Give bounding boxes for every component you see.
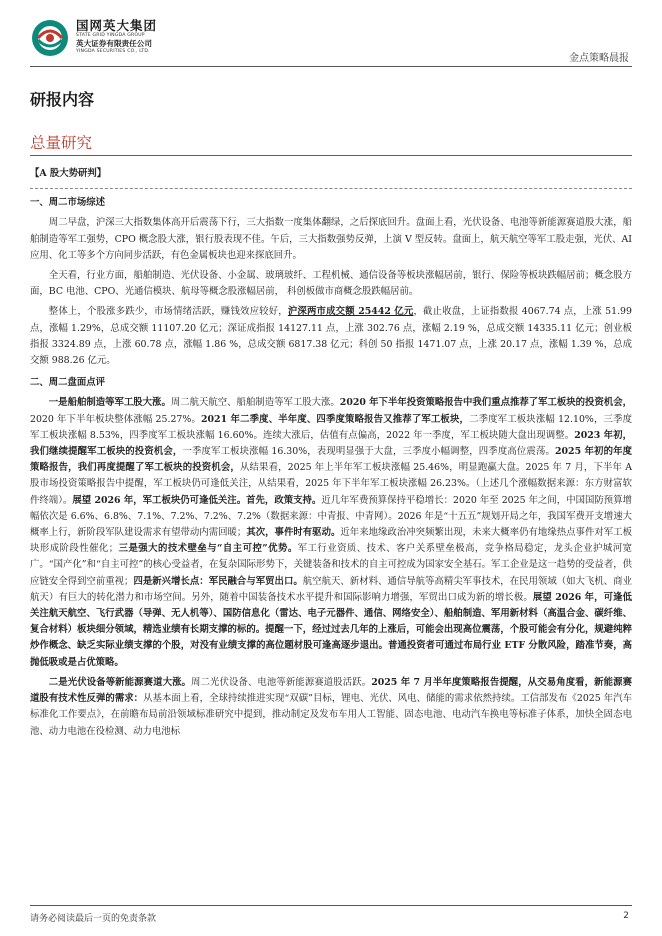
closing-text-a: 整体上，个股涨多跌少，市场情绪活跃，赚钱效应较好， <box>48 306 288 318</box>
emphasis-text: 展望 2026 年，可逢低关注航天航空、飞行武器（导弹、无人机等）、国防信息化（雷达、电子元器件、通信、网络安全）、船舶制造、军用新材料（高温合金、碳纤维、复合材料）板块细分领域，精选业绩有长期支撑的标的。提醒一下，经过过去几年的上涨后，可能会出现高位震荡，个股可能会有分化，规避纯粹炒作概念、缺乏实际业绩支撑的个股，对没有业绩支撑的高位题材股可逢高逐步退出。普通投资者可通过布局行业 ETF 分散风险，踏准节奏，高抛低吸或是占优策略。 <box>30 591 632 668</box>
paragraph-sector-summary: 全天看，行业方面，船舶制造、光伏设备、小金属、玻璃玻纤、工程机械、通信设备等板块涨幅居前，银行、保险等板块跌幅居前；概念股方面，BC 电池、CPO、光通信模块、航母等概念股涨幅居前， 科创板做市商概念股跌幅居前。 <box>30 270 632 298</box>
report-body <box>30 162 632 740</box>
logo-group-name-en: STATE GRID YINGDA GROUP <box>76 33 145 38</box>
body-text: 从结果看，2025 年上半年军工板块涨幅 25.46%，明显跑赢大盘。2025 年 7 月，下半年 A 股市场投资策略报告中提醒，军工板块仍可逢低关注，从结果看，2025 年下半年军工板块涨幅 26.23%。（上述几个涨幅数据来源：东方财富软件终端）。 <box>30 462 632 506</box>
emphasis-text: 2025 年 7 月半年度策略报告提醒，从交易角度看，新能源赛道股有技术性反弹的需求： <box>30 676 632 705</box>
company-logo <box>30 18 230 62</box>
logo-group-name: 国网英大集团 <box>76 18 158 33</box>
emphasis-text: 展望 2026 年，军工板块仍可逢低关注。首先，政策支持。 <box>72 494 322 506</box>
emphasis-text: 二是光伏设备等新能源赛道大涨。 <box>48 676 192 688</box>
emphasis-text: 2023 年初，我们继续提醒军工板块的投资机会， <box>30 429 632 458</box>
closing-text-b: ，截止收盘，上证指数报 4067.74 点，上涨 51.99 点，涨幅 1.29%，总成交额 11107.20 亿元；深证成指报 14127.11 点，上涨 302.76 点，涨幅 2.19 %，总成交额 14335.11 亿元；创业板指报 3324.89 点，上涨 60.78 点，涨幅 1.86 %，总成交额 6817.38 亿元；科创 50 指报 1471.07 点，上涨 20.17 点，涨幅 1.39 %，总成交额 988.26 亿元。 <box>30 306 632 367</box>
body-text: 从基本面上看，全球持续推进实现“双碳”目标，锂电、光伏、风电、储能的需求依然持续。工信部发布《2025 年汽车标准化工作要点》，在前瞻布局前沿领域标准研究中提到，推动制定及发布车用人工智能、固态电池、电动汽车换电等标准子体系，加快全固态电池、动力电池在役检测、动力电池标 <box>30 693 632 737</box>
heading-market-review: 一、周二市场综述 <box>30 197 106 209</box>
body-text: 航空航天、新材料、通信导航等高精尖军事技术，在民用领域（如大飞机、商业航天）有巨大的转化潜力和市场空间。另外，随着中国装备技术水平提升和国际影响力增强，军贸出口成为新的增长极。 <box>30 575 632 603</box>
emphasis-text: 三是强大的技术壁垒与“自主可控”优势。 <box>118 543 298 555</box>
body-text: 一季度军工板块涨幅 16.30%，表现明显强于大盘，三季度小幅调整，四季度高位震荡。 <box>182 446 555 458</box>
body-text: 二季度军工板块涨幅 12.10%，三季度军工板块涨幅 8.53%，四季度军工板块涨幅 16.60%。连续大涨后，估值有点偏高，2022 年一季度，军工板块随大盘出现调整。 <box>30 413 632 441</box>
section-title: 研报内容 <box>30 90 95 109</box>
footer-divider <box>30 905 632 906</box>
header-divider <box>30 66 632 67</box>
body-text: 近年来地缘政治冲突频繁出现，未来大概率仍有地缘热点事件对军工板块形成阶段性催化； <box>30 527 632 555</box>
logo-company-name-en: YINGDA SECURITIES CO., LTD. <box>76 49 150 54</box>
emphasis-text: 2020 年下半年投资策略报告中我们重点推荐了军工板块的投资机会， <box>339 397 632 409</box>
emphasis-text: 四是新兴增长点：军民融合与军贸出口。 <box>133 575 303 587</box>
tag-divider <box>30 188 632 189</box>
emphasis-text: 2021 年二季度、半年度、四季度策略报告又推荐了军工板块， <box>201 413 470 425</box>
paragraph-index-closing <box>30 304 632 369</box>
paragraph-military <box>30 395 632 670</box>
emphasis-text: 其次，事件时有驱动。 <box>246 527 341 539</box>
body-text: 周二光伏设备、电池等新能源赛道股活跃。 <box>191 676 372 688</box>
emphasis-text: 一是船舶制造等军工股大涨。 <box>48 397 171 409</box>
report-name: 金点策略晨报 <box>569 53 629 64</box>
page-number: 2 <box>623 911 629 921</box>
paragraph-new-energy <box>30 675 632 740</box>
paragraph-market-open: 周二早盘，沪深三大指数集体高开后震荡下行，三大指数一度集体翻绿，之后探底回升。盘面上看，光伏设备、电池等新能源赛道股大涨，船舶制造等军工强势，CPO 概念股大涨，银行股表现不佳。午后，三大指数强势反弹，上演 V 型反转。盘面上，航天航空等军工股走强，光伏、AI 应用、化工等多个方向同步活跃，有色金属板块也迎来探底回升。 <box>30 217 632 261</box>
body-text: 周二航天航空、船舶制造等军工股大涨。 <box>170 397 340 409</box>
body-text: 2020 年下半年板块整体涨幅 25.27%。 <box>30 413 202 425</box>
disclaimer-note: 请务必阅读最后一页的免责条款 <box>30 914 157 924</box>
heading-market-comment: 二、周二盘面点评 <box>30 377 106 389</box>
emphasis-text: 2025 年初的年度策略报告，我们再度提醒了军工板块的投资机会， <box>30 446 632 474</box>
body-text: 军工行业资质、技术、客户关系壁垒极高，竞争格局稳定，龙头企业护城河宽广。“国产化”和“自主可控”的核心受益者，在复杂国际形势下，关键装备和技术的自主可控成为国家安全基石。军工企业是这一趋势的受益者，供应链安全得到空前重视； <box>30 543 632 587</box>
title-divider <box>30 155 632 156</box>
topic-tag: 【A 股大势研判】 <box>30 168 107 179</box>
sub-section-title: 总量研究 <box>30 134 93 152</box>
state-grid-logo-icon <box>30 18 70 58</box>
body-text: 近几年军费预算保持平稳增长：2020 年至 2025 年之间，中国国防预算增幅依次是 6.6%、6.8%、7.1%、7.2%、7.2%、7.2%（数据来源：中青报、中青网）。2026 年是“十五五”规划开局之年，我国军费开支增速大概率上行，新阶段军队建设需求有望带动内需回暖； <box>30 494 632 539</box>
turnover-highlight: 沪深两市成交额 25442 亿元 <box>287 306 414 318</box>
logo-company-name: 英大证券有限责任公司 <box>76 39 152 48</box>
